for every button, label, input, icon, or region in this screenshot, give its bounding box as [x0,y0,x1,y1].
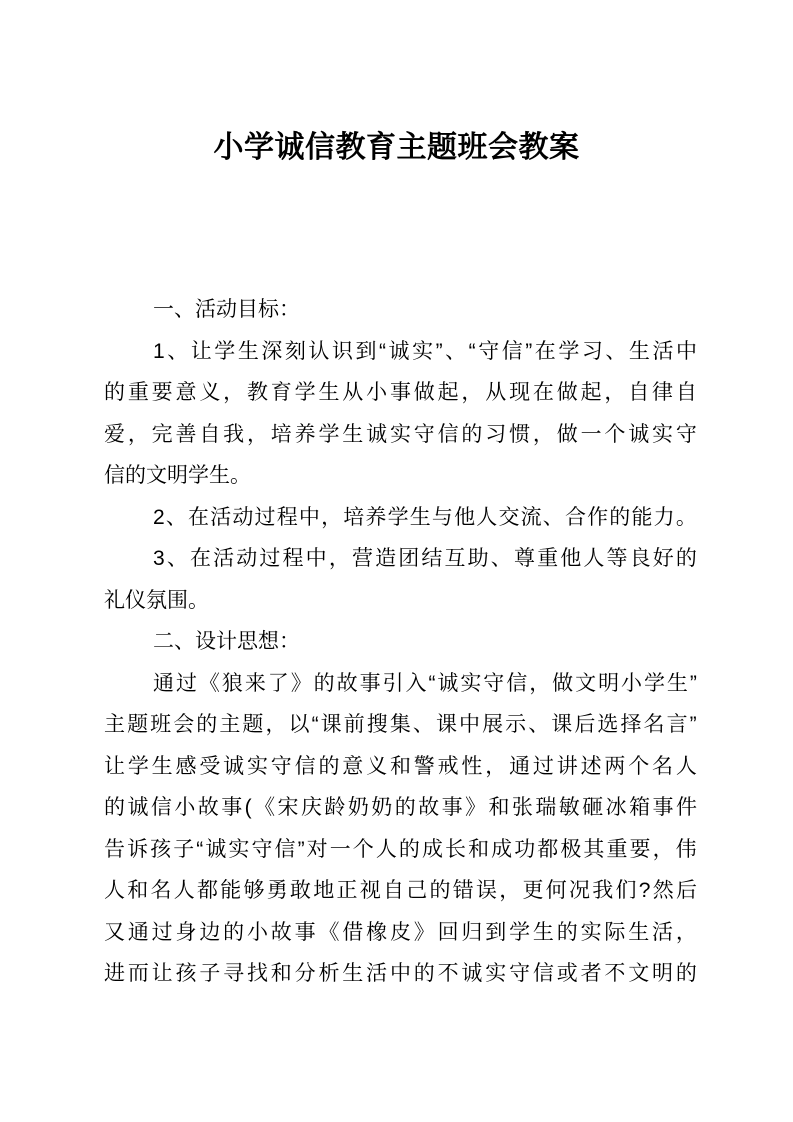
body-line: 的 诚 信 小 故 事 ( 《 宋 庆 龄 奶 奶 的 故 事 》 和 张 瑞 敏 砸 冰 箱 事 件 [104,796,697,819]
body-line: 进 而 让 孩 子 寻 找 和 分 析 生 活 中 的 不 诚 实 守 信 或 者 不 文 明 的 [104,962,697,985]
body-line: 2 、 在 活 动 过 程 中 ， 培 养 学 生 与 他 人 交 流 、 合 作 的 能 力 。 [153,505,697,529]
body-line: 3 、 在 活 动 过 程 中 ， 营 造 团 结 互 助 、 尊 重 他 人 等 良 好 的 [153,547,697,570]
body-line: 主 题 班 会 的 主 题 ， 以 “ 课 前 搜 集 、 课 中 展 示 、 课 后 选 择 名 言 ” [104,713,697,736]
body-line: 礼仪氛围。 [104,588,209,612]
body-line: 二、设计思想： [153,630,300,653]
body-line: 的 重 要 意 义 ， 教 育 学 生 从 小 事 做 起 ， 从 现 在 做 起 ， 自 律 自 [104,381,697,404]
body-line: 又 通 过 身 边 的 小 故 事 《 借 橡 皮 》 回 归 到 学 生 的 实 际 生 活 ， [104,920,697,944]
body-line: 通 过 《 狼 来 了 》 的 故 事 引 入 “ 诚 实 守 信 ， 做 文 明 小 学 生 ” [153,671,697,695]
body-line: 信的文明学生。 [104,464,251,487]
body-line: 告 诉 孩 子 “ 诚 实 守 信 ” 对 一 个 人 的 成 长 和 成 功 都 极 其 重 要 ， 伟 [104,837,697,861]
body-line: 1 、 让 学 生 深 刻 认 识 到 “ 诚 实 ” 、 “ 守 信 ” 在 学 习 、 生 活 中 [153,339,697,363]
document-title: 小学诚信教育主题班会教案 [213,131,580,164]
body-line: 人 和 名 人 都 能 够 勇 敢 地 正 视 自 己 的 错 误 ， 更 何 况 我 们 ? 然 后 [104,879,697,902]
body-line: 爱 ， 完 善 自 我 ， 培 养 学 生 诚 实 守 信 的 习 惯 ， 做 一 个 诚 实 守 [104,422,697,446]
body-line: 一、活动目标： [153,298,300,321]
document-body [104,289,697,995]
body-line: 让 学 生 感 受 诚 实 守 信 的 意 义 和 警 戒 性 ， 通 过 讲 述 两 个 名 人 [104,754,697,778]
